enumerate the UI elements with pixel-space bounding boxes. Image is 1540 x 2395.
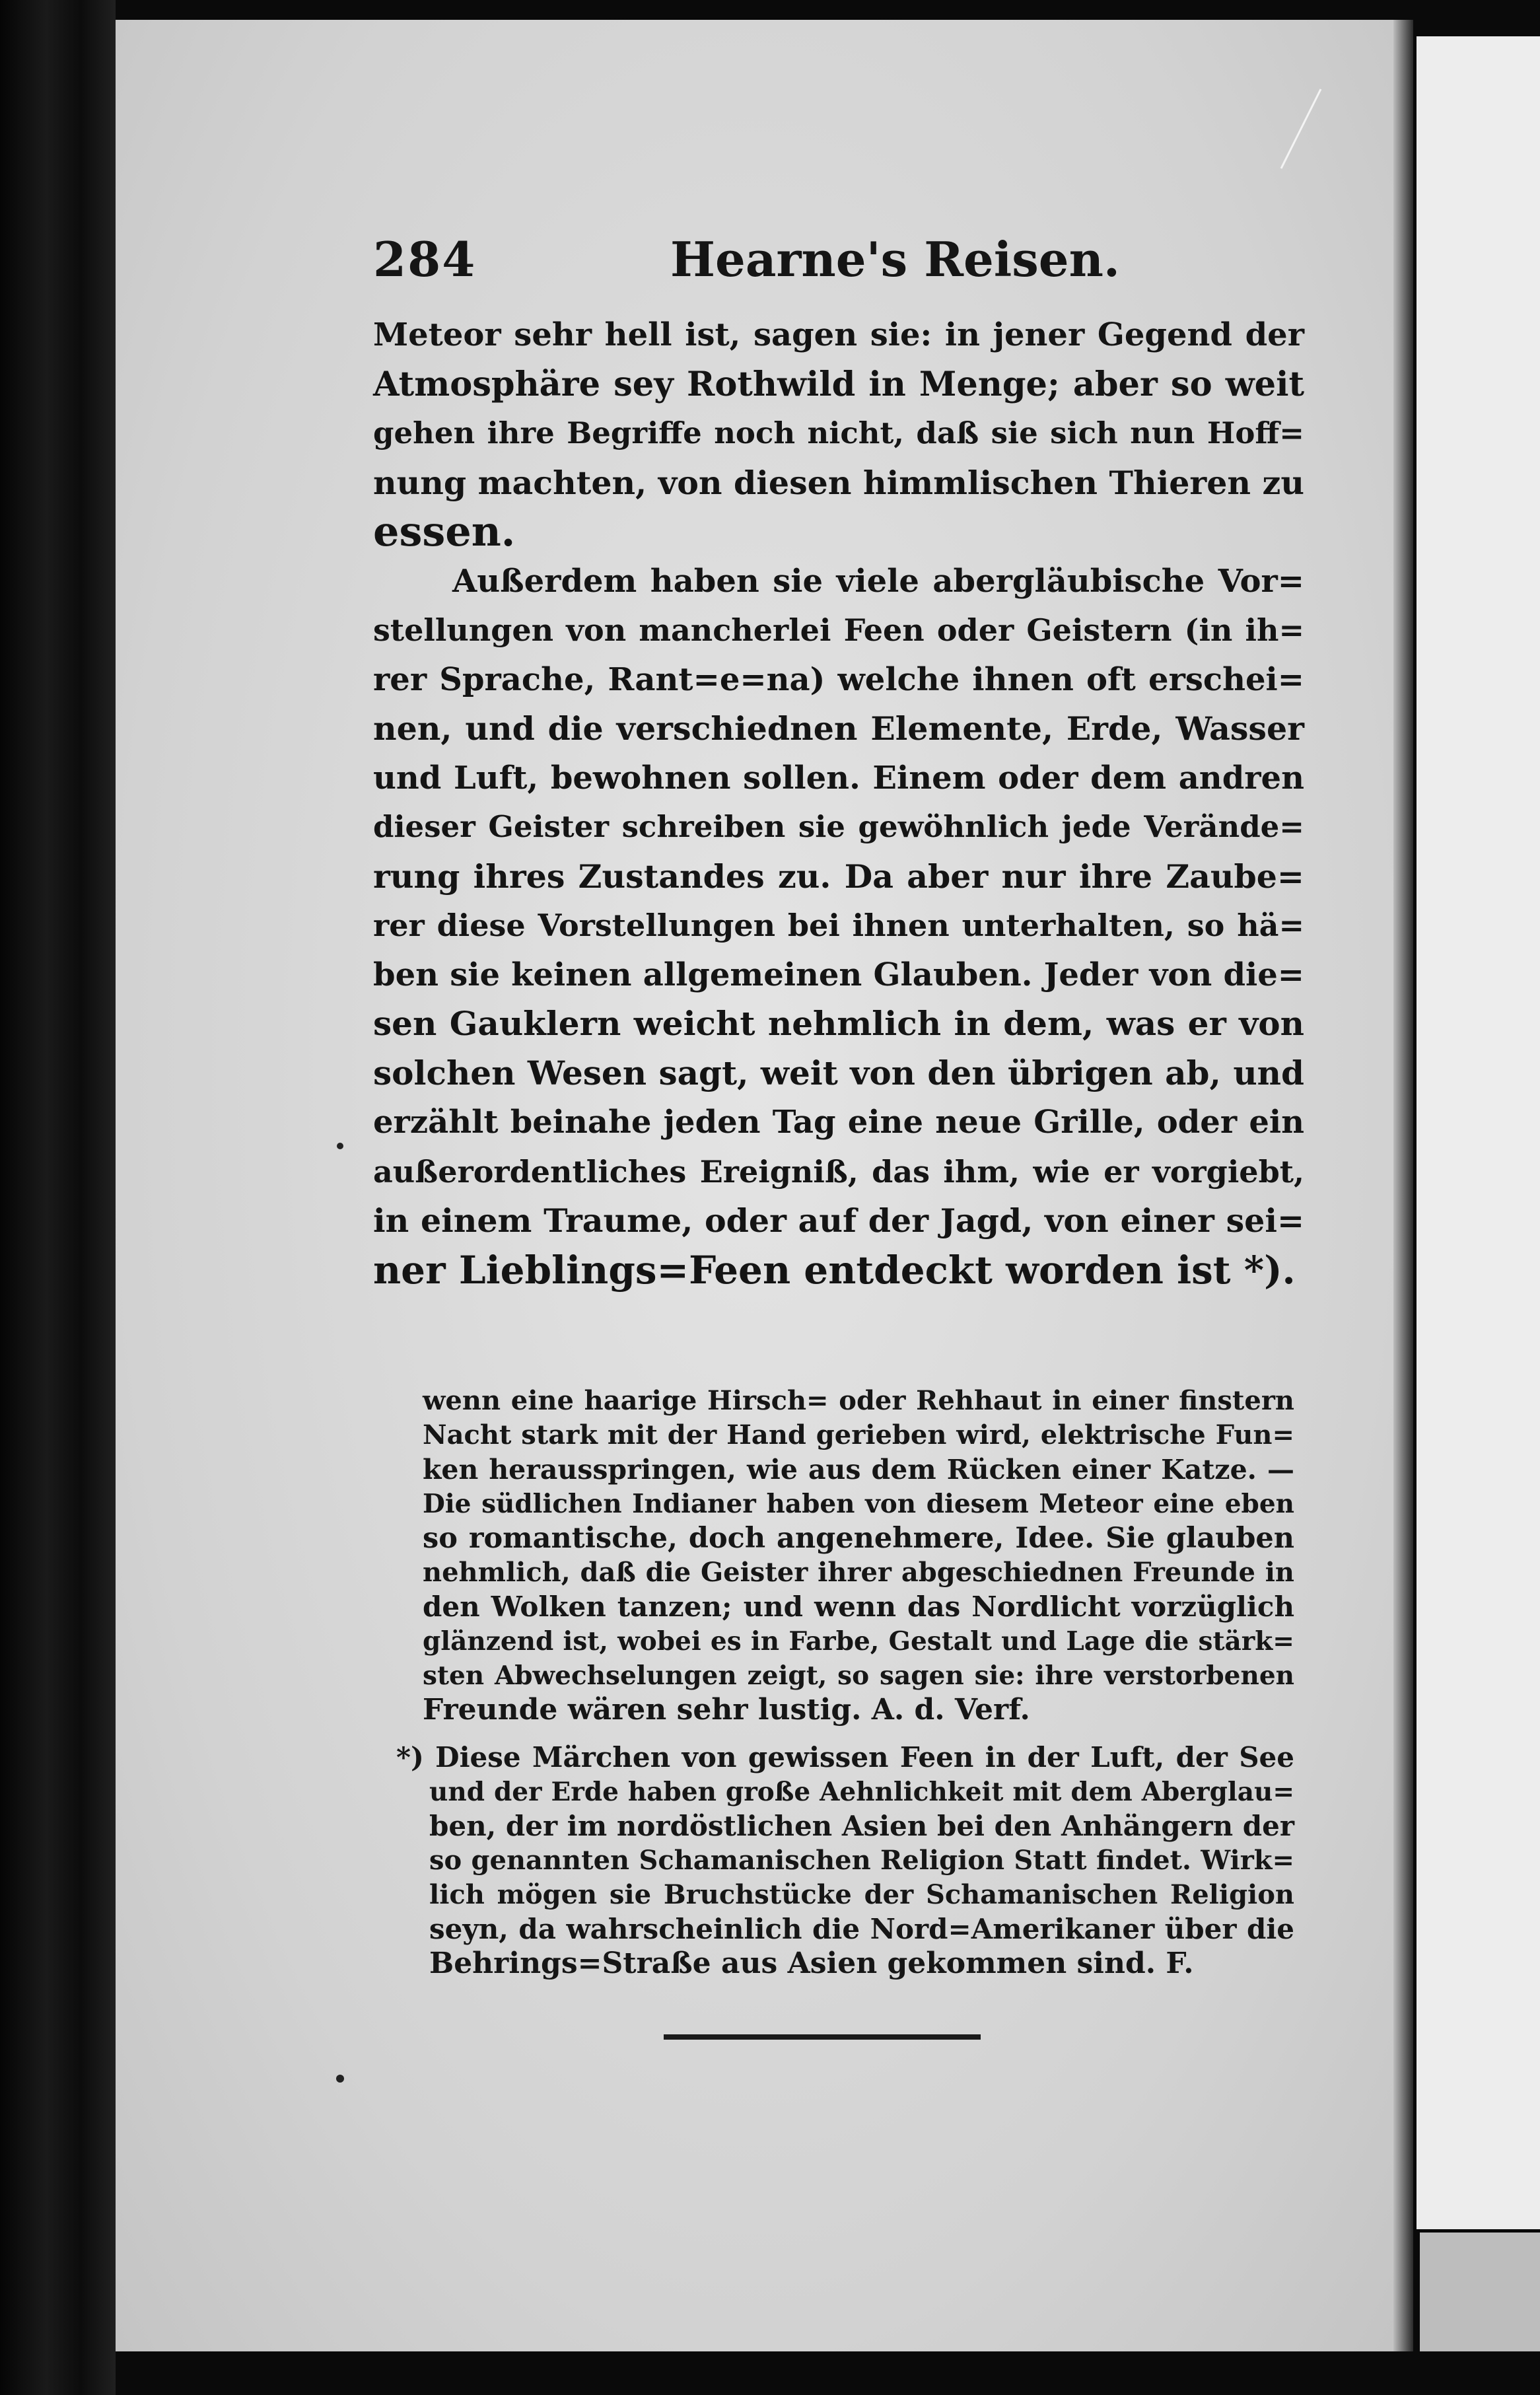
closing-rule (664, 2034, 981, 2040)
footnote-line: wenn eine haarige Hirsch= oder Rehhaut in einer finstern (423, 1385, 1294, 1416)
footnote-line: glänzend ist, wobei es in Farbe, Gestalt und Lage die stärk= (423, 1626, 1294, 1657)
text-line: ben sie keinen allgemeinen Glauben. Jeder von die= (373, 956, 1304, 993)
text-line: in einem Traume, oder auf der Jagd, von einer sei= (373, 1201, 1304, 1240)
footnote-line: Nacht stark mit der Hand gerieben wird, elektrische Fun= (423, 1419, 1294, 1450)
footnote-line: lich mögen sie Bruchstücke der Schamanischen Religion (429, 1879, 1294, 1910)
footnote-line: so romantische, doch angenehmere, Idee. Sie glauben (423, 1522, 1294, 1555)
footnote-line: *) Diese Märchen von gewissen Feen in der Luft, der See (396, 1741, 1294, 1773)
text-line: erzählt beinahe jeden Tag eine neue Grille, oder ein (373, 1104, 1304, 1141)
text-line: sen Gauklern weicht nehmlich in dem, was er von (373, 1004, 1304, 1043)
footnote-line: seyn, da wahrscheinlich die Nord=Amerikaner über die (429, 1913, 1294, 1945)
footnote-continuation (423, 1384, 1294, 1727)
text-line: solchen Wesen sagt, weit von den übrigen ab, und (373, 1053, 1304, 1092)
footnote-line: nehmlich, daß die Geister ihrer abgeschiednen Freunde in (423, 1557, 1294, 1588)
scan-left-border (0, 0, 116, 2395)
text-line: rer diese Vorstellungen bei ihnen unterhalten, so hä= (373, 908, 1304, 943)
text-line: stellungen von mancherlei Feen oder Geistern (in ih= (373, 612, 1304, 648)
text-line: außerordentliches Ereigniß, das ihm, wie er vorgiebt, (373, 1153, 1304, 1190)
footnote-line: Freunde wären sehr lustig. A. d. Verf. (423, 1693, 1030, 1727)
text-line: rer Sprache, Rant=e=na) welche ihnen oft erschei= (373, 661, 1304, 698)
text-line: Atmosphäre sey Rothwild in Menge; aber so weit (373, 364, 1304, 404)
text-line: nen, und die verschiednen Elemente, Erde, Wasser (373, 709, 1304, 748)
footnote-line: und der Erde haben große Aehnlichkeit mit dem Aberglau= (429, 1777, 1294, 1807)
main-text (373, 310, 1304, 1295)
page-gutter-shadow (1393, 20, 1413, 2351)
page-number: 284 (373, 231, 477, 287)
text-line: rung ihres Zustandes zu. Da aber nur ihre Zaube= (373, 857, 1304, 896)
footnote (396, 1740, 1294, 1981)
footnote-line: ken herausspringen, wie aus dem Rücken einer Katze. — (423, 1454, 1294, 1485)
text-line: nung machten, von diesen himmlischen Thieren zu (373, 463, 1304, 502)
text-line: Außerdem haben sie viele abergläubische Vor= (452, 562, 1304, 600)
text-line: ner Lieblings=Feen entdeckt worden ist *). (373, 1247, 1296, 1293)
text-line: gehen ihre Begriffe noch nicht, daß sie sich nun Hoff= (373, 415, 1304, 450)
facing-page-lower-edge (1420, 2233, 1540, 2351)
footnote-line: so genannten Schamanischen Religion Statt findet. Wirk= (429, 1845, 1294, 1876)
footnote-line: Die südlichen Indianer haben von diesem Meteor eine eben (423, 1489, 1294, 1519)
facing-page-edge (1417, 36, 1540, 2229)
footnote-line: sten Abwechselungen zeigt, so sagen sie: ihre verstorbenen (423, 1661, 1294, 1691)
footnote-line: Behrings=Straße aus Asien gekommen sind. F. (429, 1947, 1194, 1980)
text-line: essen. (373, 507, 516, 555)
footnote-line: ben, der im nordöstlichen Asien bei den Anhängern der (429, 1810, 1294, 1842)
text-line: dieser Geister schreiben sie gewöhnlich jede Verände= (373, 809, 1304, 844)
text-line: und Luft, bewohnen sollen. Einem oder dem andren (373, 759, 1304, 797)
text-line: Meteor sehr hell ist, sagen sie: in jener Gegend der (373, 316, 1304, 353)
running-head (373, 231, 1304, 297)
page-header-title: Hearne's Reisen. (670, 231, 1120, 287)
footnote-line: den Wolken tanzen; und wenn das Nordlicht vorzüglich (423, 1591, 1294, 1623)
